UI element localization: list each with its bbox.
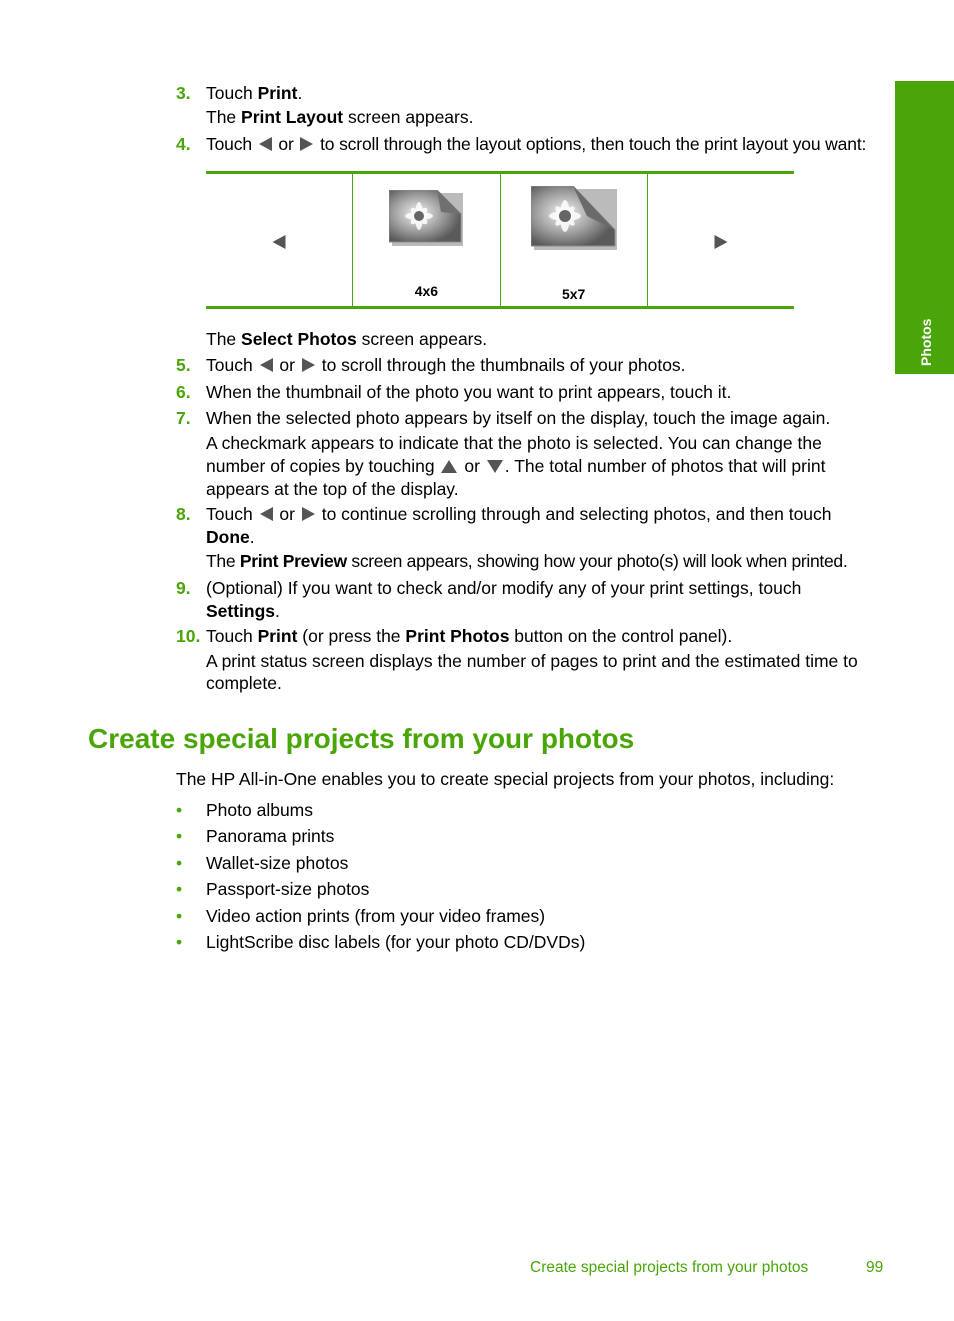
arrow-right-icon bbox=[714, 235, 727, 249]
layout-cell-next[interactable] bbox=[648, 174, 794, 306]
arrow-down-icon bbox=[487, 460, 503, 473]
footer-section-name: Create special projects from your photos bbox=[530, 1259, 809, 1276]
bullet-icon: • bbox=[176, 800, 183, 820]
print-layout-table bbox=[206, 171, 794, 309]
step-number: 4. bbox=[176, 134, 191, 154]
layout-cell-4x6[interactable] bbox=[353, 174, 500, 306]
arrow-left-icon bbox=[260, 507, 273, 521]
layout-cell-prev[interactable] bbox=[206, 174, 353, 306]
section-intro: The HP All-in-One enables you to create special projects from your photos, including: bbox=[176, 769, 835, 789]
page-number: 99 bbox=[866, 1259, 884, 1276]
step-number: 7. bbox=[176, 408, 191, 428]
step-number: 10. bbox=[176, 626, 201, 646]
bullet-icon: • bbox=[176, 906, 183, 926]
bullet-icon: • bbox=[176, 879, 183, 899]
side-tab-label: Photos bbox=[918, 318, 934, 366]
photo-4x6-icon bbox=[389, 190, 463, 246]
step-number: 3. bbox=[176, 83, 191, 103]
select-photos-note: The Select Photos screen appears. bbox=[206, 329, 488, 349]
arrow-right-icon bbox=[302, 507, 315, 521]
step-number: 9. bbox=[176, 578, 191, 598]
section-title: Create special projects from your photos bbox=[88, 723, 635, 754]
step-number: 6. bbox=[176, 382, 191, 402]
bullet-icon: • bbox=[176, 853, 183, 873]
bullet-icon: • bbox=[176, 826, 183, 846]
layout-cell-5x7[interactable] bbox=[501, 174, 648, 306]
step-number: 5. bbox=[176, 355, 191, 375]
side-tab bbox=[895, 81, 954, 374]
arrow-right-icon bbox=[302, 358, 315, 372]
photo-5x7-icon bbox=[531, 186, 617, 250]
bullet-icon: • bbox=[176, 932, 183, 952]
arrow-left-icon bbox=[273, 235, 286, 249]
arrow-left-icon bbox=[259, 137, 272, 151]
layout-option-label: 4x6 bbox=[414, 283, 439, 299]
step-number: 8. bbox=[176, 504, 191, 524]
arrow-up-icon bbox=[441, 460, 457, 473]
arrow-left-icon bbox=[260, 358, 273, 372]
arrow-right-icon bbox=[300, 137, 313, 151]
layout-option-label: 5x7 bbox=[561, 286, 586, 302]
